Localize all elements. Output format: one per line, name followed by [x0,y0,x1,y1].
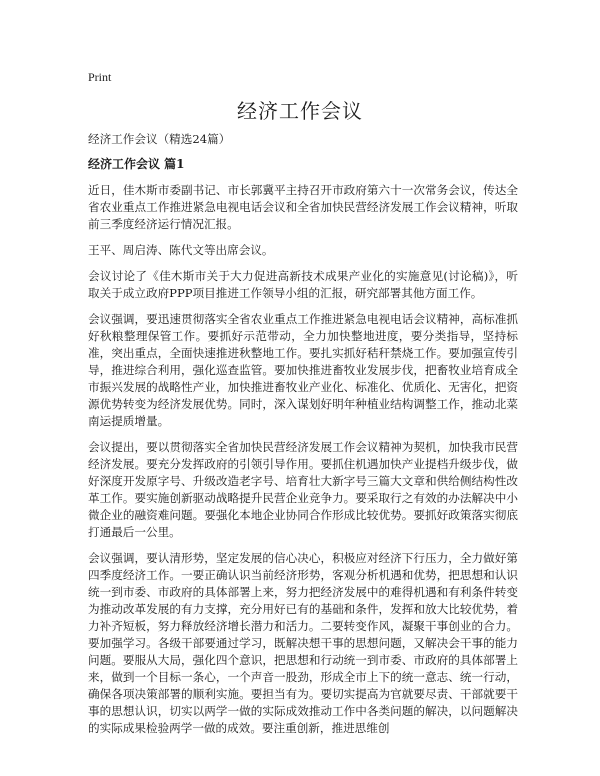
paragraph: 王平、周启涛、陈代文等出席会议。 [88,243,274,257]
paragraph: 近日，佳木斯市委副书记、市长郭冀平主持召开市政府第六十一次常务会议，传达全省农业重点工作推进紧急电视电话会议和全省加快民营经济发展工作会议精神，听取前三季度经济运行情况汇报。 [88,183,518,231]
document-subtitle: 经济工作会议（精选24篇） [88,132,231,146]
paragraph: 会议讨论了《佳木斯市关于大力促进高新技术成果产业化的实施意见(讨论稿)》，听取关于成立政府PPP项目推进工作领导小组的汇报，研究部署其他方面工作。 [88,269,518,300]
section-heading: 经济工作会议 篇1 [88,157,185,171]
print-link[interactable]: Print [88,70,112,84]
paragraph: 会议强调，要认清形势，坚定发展的信心决心，积极应对经济下行压力，全力做好第四季度经济工作。一要正确认识当前经济形势，客观分析机遇和优势，把思想和认识统一到市委、市政府的具体部署上来，努力把经济发展中的难得机遇和有利条件转变为推动改革发展的有力支撑，充分用好已有的基础和条件，发挥和放大比较优势，着力补齐短板，努力释放经济增长潜力和活力。二要转变作风，凝聚干事创业的合力。要加强学习。各级干部要通过学习，既解决想干事的思想问题，又解决会干事的能力问题。要服从大局，强化四个意识，把思想和行动统一到市委、市政府的具体部署上来，做到一个目标一条心，一个声音一股劲，形成全市上下的统一意志、统一行动，确保各项决策部署的顺利实施。要担当有为。要切实提高为官就要尽责、干部就要干事的思想认识，切实以两学一做的实际成效推动工作中各类问题的解决，以问题解决的实际成果检验两学一做的成效。要注重创新，推进思维创 [88,551,518,735]
paragraph: 会议提出，要以贯彻落实全省加快民营经济发展工作会议精神为契机，加快我市民营经济发展。要充分发挥政府的引领引导作用。要抓住机遇加快产业提档升级步伐，做好深度开发原字号、升级改造老字号、培育壮大新字号三篇大文章和供给侧结构性改革工作。要实施创新驱动战略提升民营企业竞争力。要采取行之有效的办法解决中小微企业的融资难问题。要强化本地企业协同合作形成比较优势。要抓好政策落实彻底打通最后一公里。 [88,440,518,539]
page-title: 经济工作会议 [237,99,363,123]
article-body [88,131,518,746]
paragraph: 会议强调，要迅速贯彻落实全省农业重点工作推进紧急电视电话会议精神，高标准抓好秋粮整理保管工作。要抓好示范带动，全力加快整地进度，要分类指导，坚持标准，突出重点，全面快速推进秋整地工作。要扎实抓好秸秆禁烧工作。要加强宣传引导，推进综合利用，强化巡查监管。要加快推进畜牧业发展步伐，把畜牧业培育成全市振兴发展的战略性产业，加快推进畜牧业产业化、标准化、优质化、无害化，把资源优势转变为经济发展优势。同时，深入谋划好明年种植业结构调整工作，推动北菜南运提质增量。 [88,312,518,428]
